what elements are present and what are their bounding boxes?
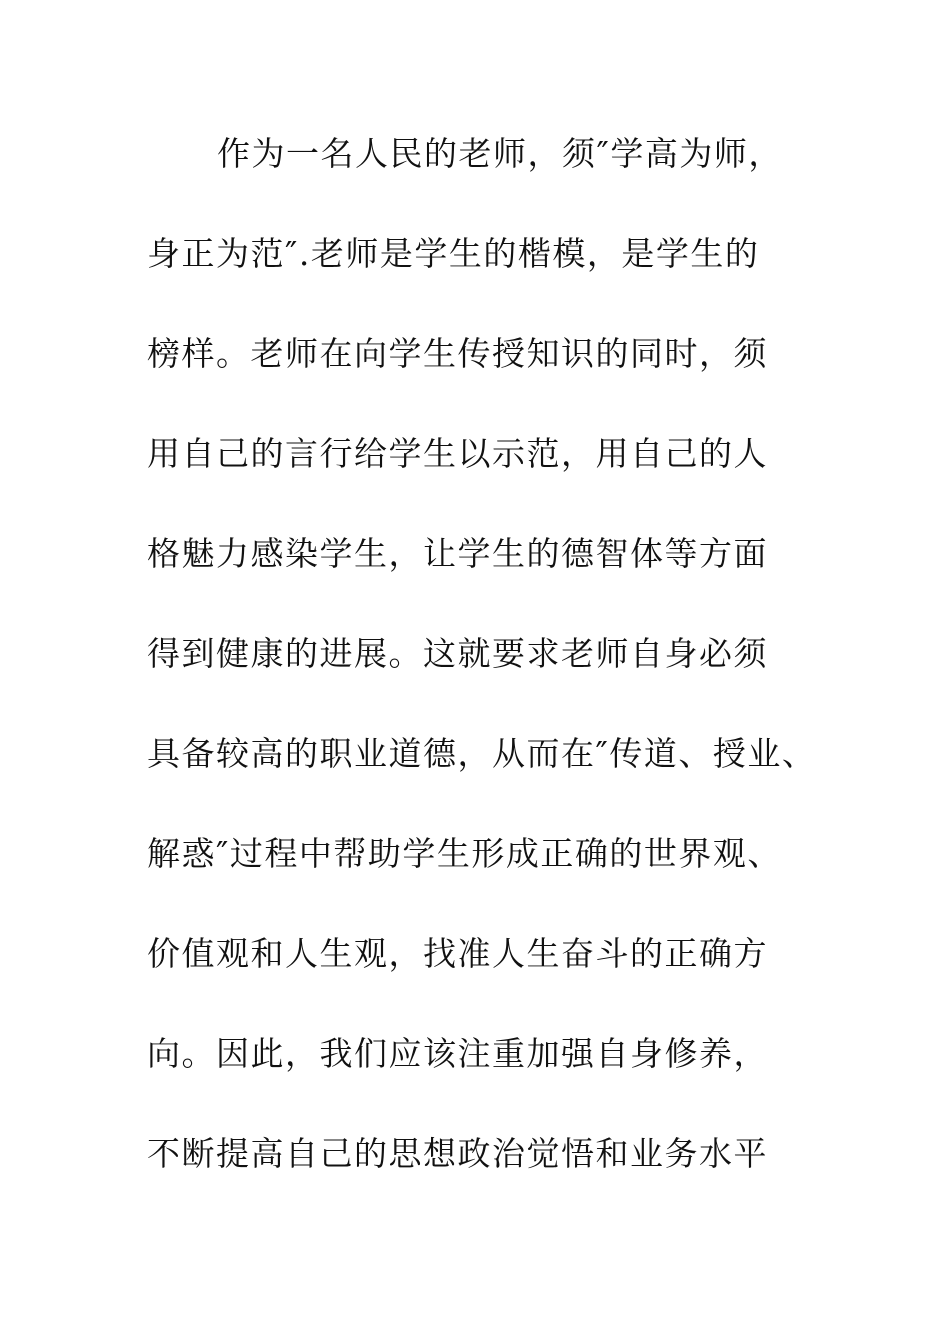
paragraph-line: 作为一名人民的老师，须″学高为师， [217, 134, 783, 173]
paragraph-line: 得到健康的进展。这就要求老师自身必须 [147, 634, 768, 673]
paragraph-line: 身正为范″.老师是学生的楷模，是学生的 [147, 234, 760, 273]
paragraph [147, 124, 847, 1224]
paragraph-line: 不断提高自己的思想政治觉悟和业务水平 [147, 1134, 768, 1173]
paragraph-line: 用自己的言行给学生以示范，用自己的人 [147, 434, 768, 473]
paragraph-line: 价值观和人生观，找准人生奋斗的正确方 [147, 934, 768, 973]
paragraph-line: 格魅力感染学生，让学生的德智体等方面 [147, 534, 768, 573]
paragraph-line: 向。因此，我们应该注重加强自身修养， [147, 1034, 768, 1073]
paragraph-line: 解惑″过程中帮助学生形成正确的世界观、 [147, 834, 782, 873]
paragraph-line: 具备较高的职业道德，从而在″传道、授业、 [147, 734, 817, 773]
paragraph-line: 榜样。老师在向学生传授知识的同时，须 [147, 334, 768, 373]
